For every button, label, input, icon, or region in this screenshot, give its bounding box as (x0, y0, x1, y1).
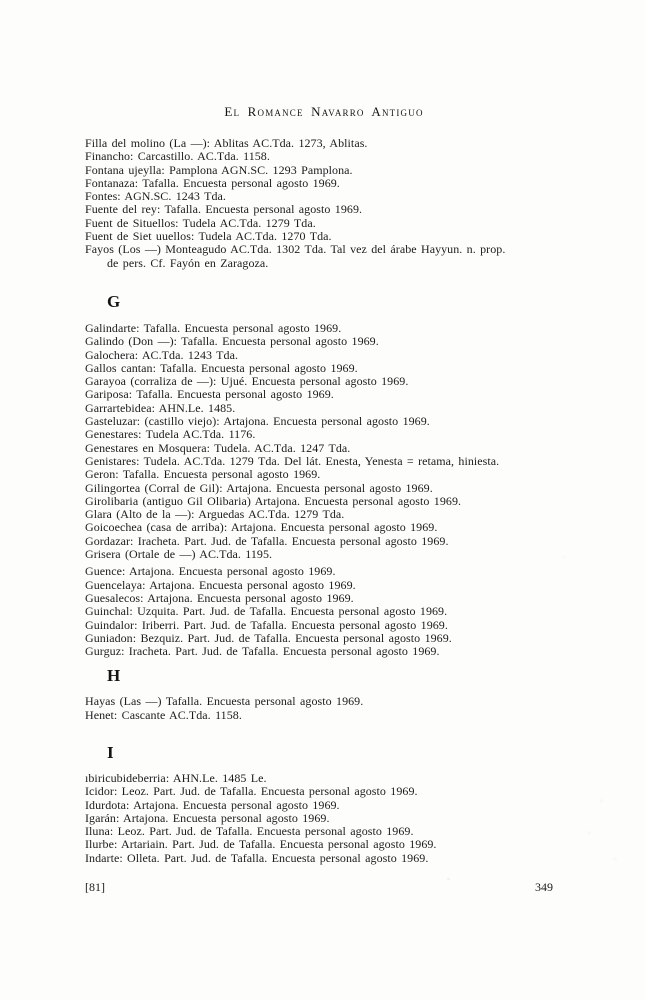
entry-line: Gilingortea (Corral de Gil): Artajona. Encuesta personal agosto 1969. (85, 480, 433, 495)
entry-line: Henet: Cascante AC.Tda. 1158. (85, 707, 242, 722)
entry-line: Goicoechea (casa de arriba): Artajona. Encuesta personal agosto 1969. (85, 520, 438, 535)
entry-line: Gallos cantan: Tafalla. Encuesta personal agosto 1969. (85, 360, 358, 375)
section-g (85, 292, 563, 658)
entry-line: Guinchal: Uzquita. Part. Jud. de Tafalla. Encuesta personal agosto 1969. (85, 604, 448, 619)
entry-line: Glara (Alto de la —): Arguedas AC.Tda. 1279 Tda. (85, 507, 345, 522)
entry-line: Guencelaya: Artajona. Encuesta personal agosto 1969. (85, 577, 356, 592)
entry-line: Galochera: AC.Tda. 1243 Tda. (85, 347, 239, 362)
entry-line: Icidor: Leoz. Part. Jud. de Tafalla. Encuesta personal agosto 1969. (85, 784, 418, 799)
entry-line: Fontes: AGN.SC. 1243 Tda. (85, 189, 226, 204)
page-title: El Romance Navarro Antiguo (224, 104, 424, 119)
entry-line: Galindo (Don —): Tafalla. Encuesta personal agosto 1969. (85, 334, 379, 349)
entry-line: Guniadon: Bezquiz. Part. Jud. de Tafalla. Encuesta personal agosto 1969. (85, 630, 452, 645)
entry-line: Garrartebidea: AHN.Le. 1485. (85, 400, 236, 415)
entry-line: Girolibaria (antiguo Gil Olibaria) Artajona. Encuesta personal agosto 1969. (85, 493, 462, 508)
entry-line: Gordazar: Iracheta. Part. Jud. de Tafalla. Encuesta personal agosto 1969. (85, 533, 449, 548)
entry-line: Ilurbe: Artariain. Part. Jud. de Tafalla. Encuesta personal agosto 1969. (85, 837, 437, 852)
section-letter-g: G (107, 291, 121, 311)
entry-line: Guence: Artajona. Encuesta personal agosto 1969. (85, 564, 336, 579)
entry-line: Guesalecos: Artajona. Encuesta personal agosto 1969. (85, 590, 354, 605)
entry-line: Indarte: Olleta. Part. Jud. de Tafalla. Encuesta personal agosto 1969. (85, 850, 429, 865)
entry-line: Fontanaza: Tafalla. Encuesta personal agosto 1969. (85, 175, 340, 190)
entry-line: Gurguz: Iracheta. Part. Jud. de Tafalla. Encuesta personal agosto 1969. (85, 644, 440, 659)
section-f (85, 137, 563, 270)
entry-line: Hayas (Las —) Tafalla. Encuesta personal agosto 1969. (85, 694, 364, 709)
entry-line: Garayoa (corraliza de —): Ujué. Encuesta personal agosto 1969. (85, 374, 409, 389)
entry-line: Gariposa: Tafalla. Encuesta personal agosto 1969. (85, 387, 334, 402)
entry-line: Idurdota: Artajona. Encuesta personal agosto 1969. (85, 797, 340, 812)
section-letter-h: H (107, 666, 121, 686)
section-i (85, 743, 563, 865)
entry-line: Iluna: Leoz. Part. Jud. de Tafalla. Encuesta personal agosto 1969. (85, 824, 414, 839)
entry-line: Financho: Carcastillo. AC.Tda. 1158. (85, 149, 270, 164)
entry-line: de pers. Cf. Fayón en Zaragoza. (107, 255, 269, 270)
section-h (85, 666, 563, 722)
entry-line: Grisera (Ortale de —) AC.Tda. 1195. (85, 547, 273, 562)
entry-line: Fontana ujeylla: Pamplona AGN.SC. 1293 Pamplona. (85, 162, 353, 177)
folio-number: [81] (85, 880, 105, 895)
entry-line: Filla del molino (La —): Ablitas AC.Tda. 1273, Ablitas. (85, 136, 368, 150)
entry-line: Fuent de Siet uuellos: Tudela AC.Tda. 1270 Tda. (85, 229, 332, 244)
entries-list (85, 137, 563, 865)
page-number: 349 (535, 880, 553, 895)
entry-line: Genestares: Tudela AC.Tda. 1176. (85, 427, 256, 442)
section-letter-i: I (107, 742, 114, 762)
scan-speck-texture (0, 0, 3, 2)
entry-line: Genistares: Tudela. AC.Tda. 1279 Tda. Del lát. Enesta, Yenesta = retama, hiniesta. (85, 453, 500, 468)
entry-line: Igarán: Artajona. Encuesta personal agosto 1969. (85, 810, 330, 825)
entry-line: Guindalor: Iriberri. Part. Jud. de Tafalla. Encuesta personal agosto 1969. (85, 617, 448, 632)
entry-line: Galindarte: Tafalla. Encuesta personal agosto 1969. (85, 320, 342, 335)
entry-line: Gasteluzar: (castillo viejo): Artajona. Encuesta personal agosto 1969. (85, 414, 430, 429)
entry-line: Genestares en Mosquera: Tudela. AC.Tda. 1247 Tda. (85, 440, 351, 455)
entry-line: Fuente del rey: Tafalla. Encuesta personal agosto 1969. (85, 202, 363, 217)
entry-line: Geron: Tafalla. Encuesta personal agosto 1969. (85, 467, 321, 482)
entry-line: ıbiricubideberria: AHN.Le. 1485 Le. (85, 770, 267, 785)
entry-line: Fuent de Situellos: Tudela AC.Tda. 1279 Tda. (85, 215, 316, 230)
page-footer (85, 880, 563, 894)
entry-line: Fayos (Los —) Monteagudo AC.Tda. 1302 Tda. Tal vez del árabe Hayyun. n. prop. (85, 242, 506, 257)
